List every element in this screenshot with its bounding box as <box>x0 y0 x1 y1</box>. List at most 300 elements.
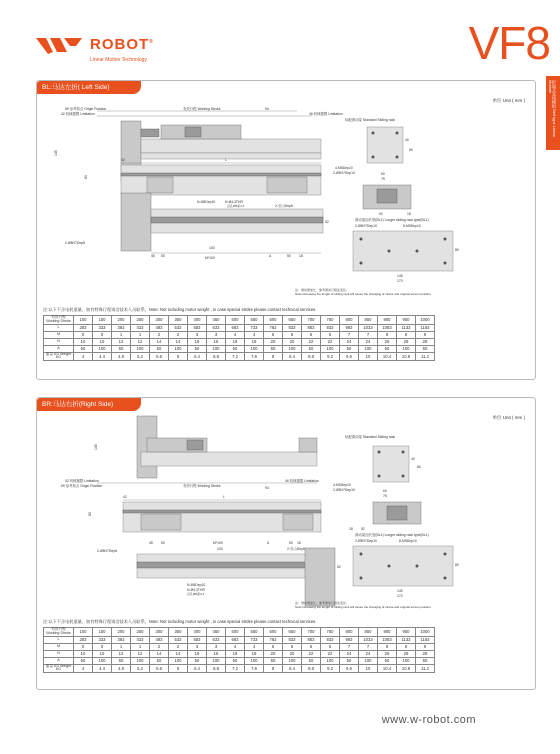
table-cell: 883 <box>302 324 321 331</box>
dim-83: 83 <box>84 175 88 179</box>
table-cell: 8.8 <box>302 664 321 673</box>
row-header: A <box>44 657 74 664</box>
stroke-row <box>44 628 435 637</box>
cbore-note: 沉孔Ø8深4.4 <box>227 204 245 208</box>
dim-45: 45 <box>151 254 155 258</box>
table-cell: 50 <box>150 345 169 352</box>
table-cell: 100 <box>169 345 188 352</box>
table-cell: 750 <box>321 628 340 637</box>
table-cell: 433 <box>131 636 150 643</box>
table-cell: 10.4 <box>378 352 397 361</box>
table-cell: 100 <box>74 628 93 637</box>
table-row <box>44 345 435 352</box>
row-header: M <box>44 331 74 338</box>
table-cell: 50 <box>416 657 435 664</box>
table-cell: 50 <box>302 657 321 664</box>
section-left-side <box>36 80 536 380</box>
table-cell: 14 <box>150 338 169 345</box>
table-cell: 4 <box>245 331 264 338</box>
dim-145: 145 <box>94 444 98 450</box>
table-cell: 4.4 <box>93 664 112 673</box>
module-front-view <box>88 495 321 532</box>
table-cell: 683 <box>226 636 245 643</box>
spec-note: 注:以下不含电机重量，如有特殊行程请洽技术人员联系。Note: Not including motor weight , in case special stroke please contact technical services. <box>43 619 317 624</box>
dim-145: 145 <box>54 150 58 156</box>
table-cell: 633 <box>207 324 226 331</box>
table-cell: 100 <box>93 657 112 664</box>
table-cell: 0 <box>93 331 112 338</box>
table-cell: 100 <box>359 345 378 352</box>
table-cell: 633 <box>207 636 226 643</box>
table-cell: 1 <box>112 643 131 650</box>
table-cell: 450 <box>207 628 226 637</box>
table-cell: 22 <box>302 650 321 657</box>
table-cell: 7.2 <box>226 352 245 361</box>
dim-80-b: 80 <box>455 248 459 252</box>
table-cell: 783 <box>264 324 283 331</box>
table-cell: 833 <box>283 636 302 643</box>
table-cell: 4 <box>226 331 245 338</box>
table-cell: 9.2 <box>321 664 340 673</box>
table-cell: 950 <box>397 316 416 325</box>
table-cell: 783 <box>264 636 283 643</box>
table-cell: 1133 <box>397 324 416 331</box>
spec-table <box>43 627 435 673</box>
table-cell: 50 <box>264 345 283 352</box>
table-row <box>44 324 435 331</box>
table-cell: 50 <box>226 345 245 352</box>
table-cell: 14 <box>150 650 169 657</box>
m5b-label: 8-M5Dep10 <box>403 224 421 228</box>
side-category-tab: 折返式直线模组 Belt type Linear Module <box>546 76 560 150</box>
table-cell: 12 <box>131 650 150 657</box>
row-header: N <box>44 650 74 657</box>
website-url: www.w-robot.com <box>381 714 476 726</box>
table-cell: 22 <box>321 650 340 657</box>
dim-52: 52 <box>325 220 329 224</box>
limit-right-label: 46 机械极限 Limitation <box>285 479 319 483</box>
table-cell: 7 <box>340 643 359 650</box>
limit-left-label: 42 机械极限 Limitation <box>65 479 99 483</box>
stroke-label: 有效行程 Working Stroke <box>183 107 221 111</box>
section-title: BR:马达右折(Right Side) <box>37 398 141 411</box>
row-header: 有效行程 Working Stroke <box>44 628 74 637</box>
pin-label: 2-Ø5H7Dep10 <box>333 171 355 175</box>
table-cell: 100 <box>93 345 112 352</box>
unit-label: 单位 Unit ( mm ) <box>492 98 525 103</box>
table-cell: 14 <box>169 338 188 345</box>
table-cell: 100 <box>397 345 416 352</box>
model-title: VF8 <box>468 17 550 69</box>
table-cell: 3 <box>188 643 207 650</box>
table-cell: 9.6 <box>340 664 359 673</box>
table-cell: 50 <box>226 657 245 664</box>
dim-L: L <box>225 158 227 162</box>
pin-label: 2-Ø5H7Dep10 <box>333 488 355 492</box>
brand-name: ROBOT® <box>90 36 154 53</box>
table-cell: 100 <box>359 657 378 664</box>
weight-row <box>44 664 435 673</box>
robot-logo-icon <box>36 34 82 56</box>
table-cell: 12 <box>131 338 150 345</box>
table-cell: 483 <box>150 636 169 643</box>
table-cell: 6 <box>321 643 340 650</box>
dep6-note: 2-引山Dep6 <box>287 547 305 551</box>
origin-label: 69 参考原点 Origin Position <box>61 484 103 488</box>
table-cell: 10 <box>74 650 93 657</box>
table-row <box>44 331 435 338</box>
table-cell: 1 <box>131 643 150 650</box>
table-cell: 9.2 <box>321 352 340 361</box>
table-cell: 5 <box>283 331 302 338</box>
dim-60: 60 <box>383 489 387 493</box>
dim-50b: 50 <box>287 254 291 258</box>
dim-75: 75 <box>381 177 385 181</box>
table-cell: 16 <box>188 650 207 657</box>
weight-row <box>44 352 435 361</box>
cbore-note: 沉孔Ø8深4.4 <box>187 592 205 596</box>
table-cell: 50 <box>112 345 131 352</box>
table-cell: 983 <box>340 324 359 331</box>
table-row <box>44 650 435 657</box>
table-cell: 10 <box>74 338 93 345</box>
table-cell: 50 <box>74 345 93 352</box>
table-cell: 50 <box>150 657 169 664</box>
dim-42: 42 <box>123 495 127 499</box>
table-cell: 4 <box>74 352 93 361</box>
table-cell: 1000 <box>416 628 435 637</box>
table-cell: 1183 <box>416 324 435 331</box>
section-right-side <box>36 397 536 690</box>
table-cell: 6.8 <box>207 352 226 361</box>
table-cell: 22 <box>321 338 340 345</box>
row-header: N <box>44 338 74 345</box>
table-cell: 5 <box>264 331 283 338</box>
table-cell: 0 <box>74 331 93 338</box>
table-cell: 333 <box>93 324 112 331</box>
stroke-row <box>44 316 435 325</box>
table-cell: 10 <box>93 650 112 657</box>
dim-50: 50 <box>161 254 165 258</box>
table-cell: 50 <box>188 345 207 352</box>
table-cell: 10 <box>359 664 378 673</box>
table-cell: 4 <box>226 643 245 650</box>
table-cell: 24 <box>340 650 359 657</box>
table-cell: 7 <box>359 331 378 338</box>
unit-label: 单位 Unit ( mm ) <box>492 415 525 420</box>
dim-60: 60 <box>381 172 385 176</box>
table-cell: 18 <box>245 338 264 345</box>
spec-note: 注:以下不含电机重量，如有特殊行程请洽技术人员联系。Note: Not including motor weight , in case special stroke please contact technical services. <box>43 307 317 312</box>
table-cell: 900 <box>378 316 397 325</box>
dim-170: 170 <box>397 594 403 598</box>
table-cell: 100 <box>131 345 150 352</box>
dim-75: 75 <box>383 494 387 498</box>
pin-b-label: 2-Ø5H7Dep10 <box>355 224 377 228</box>
table-cell: 5.6 <box>150 664 169 673</box>
table-cell: 12 <box>112 650 131 657</box>
table-cell: 20 <box>264 650 283 657</box>
dim-m100: M*100 <box>205 256 215 260</box>
table-cell: 650 <box>283 628 302 637</box>
dim-40: 40 <box>411 457 415 461</box>
table-cell: 8 <box>397 643 416 650</box>
dim-80: 80 <box>409 148 413 152</box>
row-header: 有效行程 Working Stroke <box>44 316 74 325</box>
m5-note: N-M5Dep10 <box>197 200 216 204</box>
table-cell: 350 <box>169 628 188 637</box>
table-cell: 3 <box>207 643 226 650</box>
table-cell: 500 <box>226 316 245 325</box>
table-cell: 6.4 <box>188 352 207 361</box>
table-cell: 26 <box>397 650 416 657</box>
table-cell: 850 <box>359 316 378 325</box>
dim-50b: 50 <box>289 541 293 545</box>
table-cell: 7 <box>359 643 378 650</box>
limit-right-label: 46 机械极限 Limitation <box>309 112 343 116</box>
table-cell: 383 <box>112 324 131 331</box>
row-header: M <box>44 643 74 650</box>
table-cell: 16 <box>207 338 226 345</box>
table-cell: 50 <box>340 657 359 664</box>
table-cell: 683 <box>226 324 245 331</box>
table-cell: 1083 <box>378 324 397 331</box>
dim-145-b: 145 <box>397 274 403 278</box>
table-cell: 450 <box>207 316 226 325</box>
table-cell: 533 <box>169 636 188 643</box>
table-cell: 150 <box>93 628 112 637</box>
table-cell: 5.6 <box>150 352 169 361</box>
rack-long-title: 滑动架加长型(BL1) Longer sliding rack type(BL1) <box>355 533 429 537</box>
table-cell: 2 <box>150 331 169 338</box>
dim-94: 94 <box>265 486 269 490</box>
table-cell: 600 <box>264 628 283 637</box>
table-cell: 50 <box>74 657 93 664</box>
table-cell: 483 <box>150 324 169 331</box>
row-header: 重量 KG Weight KG <box>44 352 74 361</box>
table-cell: 20 <box>264 338 283 345</box>
table-cell: 933 <box>321 324 340 331</box>
table-cell: 100 <box>397 657 416 664</box>
m5-label: 4-M5Dep10 <box>335 166 353 170</box>
standard-sliding-rack <box>333 117 413 216</box>
table-cell: 50 <box>340 345 359 352</box>
table-cell: 24 <box>359 650 378 657</box>
dim-80: 80 <box>417 465 421 469</box>
table-cell: 10.8 <box>397 664 416 673</box>
table-cell: 22 <box>302 338 321 345</box>
table-cell: 700 <box>302 316 321 325</box>
spec-table <box>43 315 435 361</box>
table-cell: 4 <box>74 664 93 673</box>
table-cell: 700 <box>302 628 321 637</box>
table-cell: 20 <box>283 338 302 345</box>
table-cell: 28 <box>416 338 435 345</box>
m4-note: N-Ø4.3THR <box>187 588 205 592</box>
table-cell: 283 <box>74 324 93 331</box>
table-cell: 733 <box>245 636 264 643</box>
dim-92: 92 <box>361 527 365 531</box>
rack-long-title: 滑动架加长型(BL1) Longer sliding rack type(BL1) <box>355 218 429 222</box>
table-cell: 950 <box>397 628 416 637</box>
table-cell: 100 <box>321 657 340 664</box>
table-cell: 50 <box>302 345 321 352</box>
origin-label: 69 参考原点 Origin Position <box>65 107 107 111</box>
dim-145-b: 145 <box>397 589 403 593</box>
table-cell: 24 <box>359 338 378 345</box>
page-header <box>0 0 560 70</box>
dim-L: L <box>223 495 225 499</box>
table-cell: 300 <box>150 628 169 637</box>
dim-52: 52 <box>337 565 341 569</box>
dim-45: 45 <box>149 541 153 545</box>
dim-83: 83 <box>88 512 92 516</box>
table-cell: 550 <box>245 628 264 637</box>
row-header: L <box>44 636 74 643</box>
table-cell: 100 <box>321 345 340 352</box>
table-cell: 500 <box>226 628 245 637</box>
module-bottom-view <box>65 193 329 260</box>
dim-A: A <box>267 541 270 545</box>
table-cell: 18 <box>245 650 264 657</box>
dim-100: 100 <box>217 547 223 551</box>
table-cell: 333 <box>93 636 112 643</box>
table-cell: 7 <box>340 331 359 338</box>
table-cell: 383 <box>112 636 131 643</box>
dim-18-r: 18 <box>407 212 411 216</box>
table-cell: 250 <box>131 316 150 325</box>
table-cell: 11.2 <box>416 352 435 361</box>
table-cell: 433 <box>131 324 150 331</box>
m5-note: N-M5Dep10 <box>187 583 206 587</box>
limit-left-label: 42 机械极限 Limitation <box>61 112 95 116</box>
dim-92: 92 <box>379 212 383 216</box>
table-cell: 8.4 <box>283 352 302 361</box>
table-cell: 4.8 <box>112 664 131 673</box>
table-cell: 12 <box>112 338 131 345</box>
rack-std-title: 标配滑动架 Standard Sliding rack <box>345 118 396 122</box>
table-cell: 0 <box>93 643 112 650</box>
table-cell: 350 <box>169 316 188 325</box>
table-cell: 600 <box>264 316 283 325</box>
table-cell: 26 <box>397 338 416 345</box>
table-cell: 6 <box>321 331 340 338</box>
table-cell: 10.8 <box>397 352 416 361</box>
table-cell: 2 <box>150 643 169 650</box>
table-cell: 283 <box>74 636 93 643</box>
table-cell: 100 <box>207 657 226 664</box>
table-cell: 4 <box>245 643 264 650</box>
dim-m100: M*100 <box>213 541 223 545</box>
table-cell: 150 <box>93 316 112 325</box>
table-cell: 28 <box>416 650 435 657</box>
table-cell: 50 <box>378 345 397 352</box>
table-cell: 8 <box>264 664 283 673</box>
row-header: A <box>44 345 74 352</box>
table-cell: 1 <box>112 331 131 338</box>
brand-tagline: Linear Motion Technology <box>90 57 147 63</box>
technical-drawing-right <box>37 398 537 623</box>
module-front-view <box>84 158 321 195</box>
table-cell: 50 <box>264 657 283 664</box>
table-cell: 1183 <box>416 636 435 643</box>
table-cell: 18 <box>226 338 245 345</box>
pin-b-label: 2-Ø5H7Dep10 <box>355 539 377 543</box>
table-cell: 100 <box>245 345 264 352</box>
m4-note: N-Ø4.3THR <box>225 200 243 204</box>
table-cell: 50 <box>112 657 131 664</box>
dim-18-r: 18 <box>349 527 353 531</box>
table-cell: 400 <box>188 628 207 637</box>
table-cell: 583 <box>188 636 207 643</box>
table-cell: 100 <box>207 345 226 352</box>
table-cell: 24 <box>340 338 359 345</box>
table-cell: 6.4 <box>188 664 207 673</box>
table-cell: 9 <box>416 331 435 338</box>
table-cell: 100 <box>169 657 188 664</box>
stroke-label: 有效行程 Working Stroke <box>183 484 221 488</box>
table-cell: 1 <box>131 331 150 338</box>
table-cell: 9 <box>416 643 435 650</box>
rack-note-cn: 注：滑动架加长，参考滑动行程处变化。 <box>295 601 350 605</box>
table-cell: 4.4 <box>93 352 112 361</box>
table-row <box>44 636 435 643</box>
rack-note-en: Note:Increasing the length of sliding rack will cause the changing of stroke and original screen position. <box>295 292 432 296</box>
table-cell: 14 <box>169 650 188 657</box>
dim-100: 100 <box>209 246 215 250</box>
table-cell: 733 <box>245 324 264 331</box>
pin-side-note: 2-Ø8H7Dep8 <box>65 241 85 245</box>
table-cell: 2 <box>169 643 188 650</box>
table-cell: 200 <box>112 628 131 637</box>
table-cell: 6 <box>302 643 321 650</box>
table-cell: 50 <box>188 657 207 664</box>
table-cell: 0 <box>74 643 93 650</box>
table-cell: 1033 <box>359 324 378 331</box>
table-cell: 100 <box>74 316 93 325</box>
table-cell: 10 <box>93 338 112 345</box>
table-cell: 9.6 <box>340 352 359 361</box>
table-cell: 2 <box>169 331 188 338</box>
row-header: L <box>44 324 74 331</box>
table-cell: 16 <box>207 650 226 657</box>
table-cell: 6 <box>169 664 188 673</box>
table-cell: 7.6 <box>245 352 264 361</box>
table-row <box>44 338 435 345</box>
table-cell: 8.4 <box>283 664 302 673</box>
table-cell: 100 <box>245 657 264 664</box>
dep6-note: 2-引山Dep6 <box>275 204 293 208</box>
table-cell: 100 <box>283 657 302 664</box>
table-cell: 8 <box>378 331 397 338</box>
table-cell: 850 <box>359 628 378 637</box>
technical-drawing-left <box>37 81 537 311</box>
dim-42: 42 <box>121 158 125 162</box>
table-cell: 5 <box>264 643 283 650</box>
table-cell: 1033 <box>359 636 378 643</box>
table-cell: 583 <box>188 324 207 331</box>
table-cell: 26 <box>378 650 397 657</box>
table-cell: 50 <box>378 657 397 664</box>
section-title: BL:马达左折( Left Side) <box>37 81 141 94</box>
table-cell: 8 <box>264 352 283 361</box>
rack-note-en: Note:Increasing the length of sliding rack will cause the changing of stroke and original screen position. <box>295 605 432 609</box>
dim-40: 40 <box>405 138 409 142</box>
table-cell: 7.6 <box>245 664 264 673</box>
table-cell: 750 <box>321 316 340 325</box>
m5b-label: 8-M5Dep10 <box>399 539 417 543</box>
table-cell: 100 <box>131 657 150 664</box>
